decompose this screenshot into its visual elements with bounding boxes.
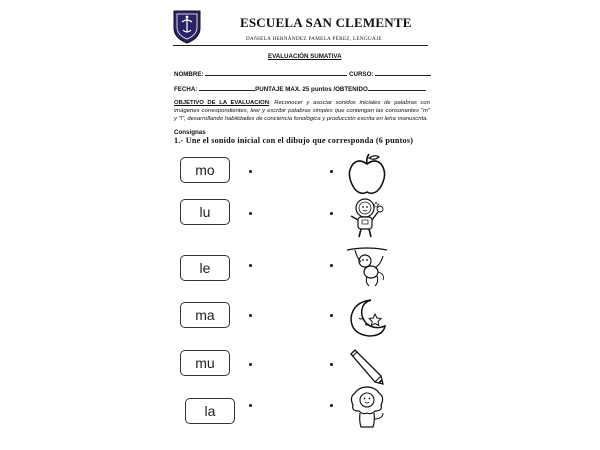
name-field[interactable]: [205, 69, 347, 76]
school-name: ESCUELA SAN CLEMENTE: [240, 15, 412, 30]
lion-icon: [345, 385, 389, 429]
left-match-dot[interactable]: [249, 404, 252, 407]
teacher-line: DANIELA HERNÁNDEZ PAMELA PÉREZ, LENGUAJE: [246, 36, 382, 42]
apple-icon: [345, 152, 389, 196]
right-match-dot[interactable]: [330, 404, 333, 407]
school-crest-icon: [173, 10, 201, 44]
syllable-box[interactable]: lu: [180, 199, 230, 225]
course-label: CURSO:: [349, 71, 374, 78]
consignas-label: Consignas: [174, 129, 206, 136]
syllable-box[interactable]: mu: [180, 350, 230, 376]
syllable-box[interactable]: la: [185, 398, 235, 424]
syllable-box[interactable]: mo: [180, 157, 230, 183]
name-label: NOMBRE:: [174, 71, 204, 78]
header-divider: [173, 45, 428, 46]
score-label: PUNTAJE MAX. 25 puntos /OBTENIDO: [255, 86, 368, 93]
right-match-dot[interactable]: [330, 363, 333, 366]
objective-paragraph: [174, 99, 430, 124]
syllable-box[interactable]: ma: [180, 302, 230, 328]
course-field[interactable]: [375, 69, 431, 76]
hanging-monkey-icon: [345, 244, 389, 288]
name-row: [174, 69, 431, 78]
evaluation-title: EVALUACIÓN SUMATIVA: [268, 53, 342, 60]
right-match-dot[interactable]: [330, 264, 333, 267]
left-match-dot[interactable]: [249, 314, 252, 317]
left-match-dot[interactable]: [249, 212, 252, 215]
date-label: FECHA:: [174, 86, 198, 93]
objective-label: OBJETIVO DE LA EVALUACION: [174, 100, 269, 106]
date-row: [174, 84, 426, 93]
right-match-dot[interactable]: [330, 212, 333, 215]
question-1: 1.- Une el sonido inicial con el dibujo que corresponda (6 puntos): [174, 136, 414, 145]
astronaut-icon: [345, 196, 389, 240]
left-match-dot[interactable]: [249, 170, 252, 173]
objective-text: : Reconocer y asociar sonidos iniciales de palabras con imágenes correspondientes, leer y escribir palabras simples que contengan las consonantes "m" y "l", desarrollando habilidades de conciencia fonológica y producción escrita en letra manuscrita.: [174, 100, 430, 123]
sleeping-moon-icon: [345, 296, 389, 340]
left-match-dot[interactable]: [249, 363, 252, 366]
pencil-icon: [345, 346, 389, 390]
score-field[interactable]: [368, 84, 426, 91]
syllable-box[interactable]: le: [180, 255, 230, 281]
right-match-dot[interactable]: [330, 170, 333, 173]
left-match-dot[interactable]: [249, 264, 252, 267]
right-match-dot[interactable]: [330, 314, 333, 317]
date-field[interactable]: [199, 84, 255, 91]
